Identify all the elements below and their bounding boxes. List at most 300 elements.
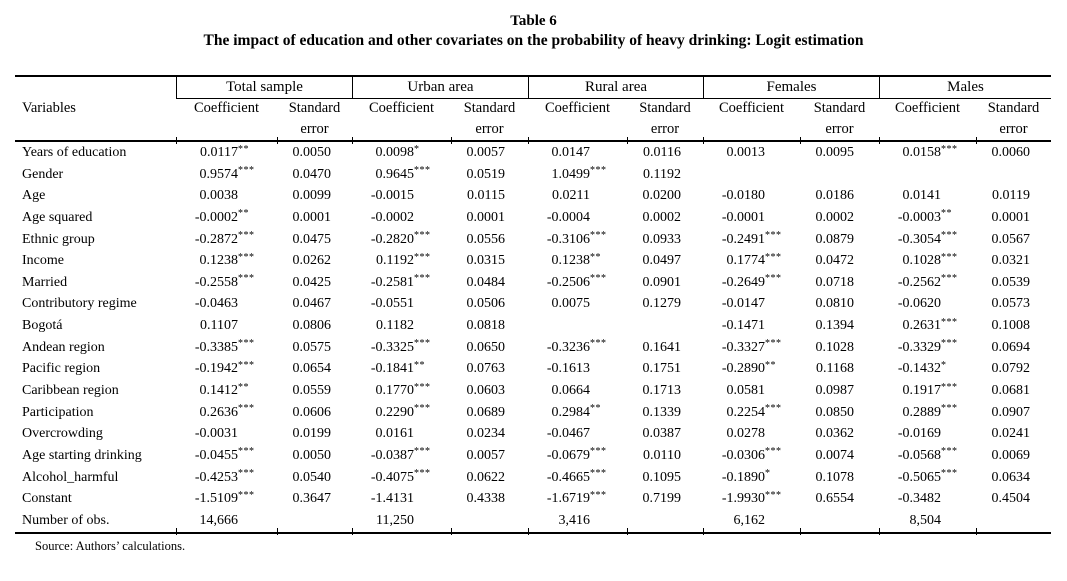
coefficient-value: -1.9930	[721, 491, 765, 507]
spacer	[176, 119, 277, 140]
standard-error-cell	[277, 337, 352, 360]
coefficient-value: 0.1770	[375, 383, 414, 399]
standard-error-cell	[976, 142, 1051, 165]
coefficient-value: 0.1107	[200, 318, 238, 334]
standard-error-value: 0.0907	[991, 404, 1030, 420]
standard-error-cell	[976, 293, 1051, 315]
significance-stars: **	[590, 403, 601, 415]
coefficient-value: -0.2649	[721, 274, 765, 290]
column-boundary-tick	[277, 528, 278, 535]
standard-error-cell	[277, 358, 352, 381]
standard-error-value: 0.0718	[815, 274, 854, 290]
standard-error-value: 0.0472	[815, 253, 854, 269]
coefficient-cell	[352, 207, 451, 230]
coefficient-value: 0.0013	[726, 145, 765, 160]
standard-error-value: 0.0573	[991, 296, 1030, 312]
standard-error-cell	[627, 358, 703, 381]
standard-error-value: 0.0116	[643, 145, 681, 160]
coefficient-value: 0.0581	[726, 383, 765, 399]
coefficient-header-rural-area: Coefficient	[545, 100, 610, 116]
coefficient-header-females: Coefficient	[719, 100, 784, 116]
coefficient-cell	[176, 185, 277, 207]
table-bottom-rule	[15, 532, 1051, 534]
standard-error-cell	[976, 229, 1051, 252]
table-row	[15, 250, 1051, 272]
standard-error-cell	[976, 358, 1051, 381]
standard-error-value: 0.1394	[815, 318, 854, 334]
standard-error-value: 0.1168	[816, 361, 854, 377]
title-block	[0, 0, 1067, 50]
coefficient-cell	[176, 272, 277, 295]
variable-label: Gender	[22, 166, 64, 182]
standard-error-value: 0.1095	[642, 469, 681, 485]
table-row	[15, 467, 1051, 489]
standard-error-cell	[800, 207, 879, 230]
coefficient-value: -0.0620	[897, 296, 941, 312]
source-note: Source: Authors’ calculations.	[35, 538, 186, 553]
coefficient-value: 0.2636	[199, 404, 238, 420]
standard-error-value: 0.1713	[642, 383, 681, 399]
standard-error-value: 0.0850	[815, 404, 854, 420]
coefficient-value: -0.2491	[721, 231, 765, 247]
standard-error-cell	[277, 467, 352, 490]
standard-error-value: 0.0199	[292, 426, 331, 442]
standard-error-value: 0.0763	[466, 361, 505, 377]
standard-error-value: 0.0622	[466, 469, 505, 485]
standard-error-cell	[627, 402, 703, 425]
coefficient-cell	[352, 229, 451, 252]
coefficient-value: -0.1890	[721, 469, 765, 485]
standard-error-cell	[800, 337, 879, 360]
table-row	[15, 358, 1051, 380]
standard-error-value: 0.0262	[292, 253, 331, 269]
significance-stars: ***	[941, 316, 958, 328]
coefficient-value: 0.1917	[902, 383, 941, 399]
coefficient-value: -1.6719	[546, 491, 590, 507]
coefficient-value: -0.3329	[897, 339, 941, 355]
standard-error-value: 0.0241	[991, 426, 1030, 442]
standard-error-cell	[451, 185, 528, 207]
significance-stars: ***	[765, 273, 782, 285]
standard-error-cell	[627, 423, 703, 445]
standard-error-value: 0.0470	[292, 166, 331, 182]
coefficient-value: -0.0003	[897, 209, 941, 225]
standard-error-cell	[451, 402, 528, 425]
standard-error-cell	[800, 402, 879, 425]
standard-error-value: 0.0200	[642, 188, 681, 204]
standard-error-header-total-sample: Standard	[288, 100, 341, 116]
standard-error-value: 0.1279	[642, 296, 681, 312]
coefficient-cell	[352, 337, 451, 360]
coefficient-value: 8,504	[909, 512, 941, 528]
significance-stars: *	[765, 468, 771, 480]
coefficient-value: -0.1942	[194, 361, 238, 377]
standard-error-value: 0.0115	[467, 188, 505, 204]
standard-error-cell	[976, 272, 1051, 295]
coefficient-value: -0.3385	[194, 339, 238, 355]
table-row	[15, 229, 1051, 251]
standard-error-cell	[451, 272, 528, 295]
standard-error-value: 0.0506	[466, 296, 505, 312]
standard-error-value: 0.0362	[815, 426, 854, 442]
variable-label: Caribbean region	[22, 383, 119, 399]
standard-error-cell	[627, 467, 703, 490]
coefficient-cell	[352, 488, 451, 511]
significance-stars: ***	[941, 230, 958, 242]
standard-error-cell	[800, 293, 879, 315]
coefficient-cell	[352, 272, 451, 295]
standard-error-cell	[277, 229, 352, 252]
standard-error-cell	[627, 445, 703, 468]
table-row	[15, 293, 1051, 315]
coefficient-cell	[176, 488, 277, 511]
coefficient-header-urban-area: Coefficient	[369, 100, 434, 116]
coefficient-value: -0.3327	[721, 339, 765, 355]
standard-error-cell	[451, 293, 528, 315]
standard-error-value: 0.0050	[292, 145, 331, 160]
standard-error-cell	[627, 510, 703, 532]
standard-error-value: 0.1339	[642, 404, 681, 420]
standard-error-cell	[277, 207, 352, 230]
standard-error-cell	[800, 315, 879, 338]
column-boundary-tick	[627, 137, 628, 144]
variable-label: Number of obs.	[22, 512, 110, 528]
coefficient-value: 6,162	[733, 512, 765, 528]
standard-error-cell	[627, 272, 703, 295]
significance-stars: ***	[590, 489, 607, 501]
coefficient-cell	[352, 142, 451, 165]
column-boundary-tick	[176, 137, 177, 144]
coefficient-value: 0.0278	[726, 426, 765, 442]
standard-error-cell	[277, 164, 352, 187]
significance-stars: ***	[238, 489, 255, 501]
significance-stars: ***	[765, 230, 782, 242]
significance-stars: **	[765, 359, 776, 371]
column-header-variables: Variables	[22, 100, 76, 116]
coefficient-value: -0.5065	[897, 469, 941, 485]
standard-error-header-rural-area: Standard	[639, 100, 691, 116]
standard-error-cell	[627, 380, 703, 403]
standard-error-value: 0.0425	[292, 274, 331, 290]
column-boundary-tick	[879, 137, 880, 144]
coefficient-cell	[176, 402, 277, 425]
table-row	[15, 445, 1051, 467]
subheader-spacer	[15, 119, 176, 140]
coefficient-cell	[352, 510, 451, 532]
coefficient-value: 0.1192	[376, 253, 414, 269]
coefficient-value: 0.0211	[552, 188, 590, 204]
standard-error-cell	[976, 488, 1051, 511]
standard-error-cell	[627, 185, 703, 207]
coefficient-cell	[528, 207, 627, 230]
standard-error-value: 0.0540	[292, 469, 331, 485]
standard-error-value: 0.6554	[815, 491, 854, 507]
table-row	[15, 402, 1051, 424]
table-row	[15, 488, 1051, 510]
standard-error-header-line2-total-sample: error	[300, 121, 329, 137]
table-row	[15, 142, 1051, 164]
standard-error-cell	[451, 423, 528, 445]
coefficient-cell	[352, 185, 451, 207]
coefficient-cell	[528, 142, 627, 165]
significance-stars: **	[414, 359, 425, 371]
variable-label: Years of education	[22, 145, 127, 160]
variable-label: Age squared	[22, 209, 93, 225]
variable-label: Bogotá	[22, 318, 63, 334]
significance-stars: ***	[414, 403, 431, 415]
standard-error-cell	[976, 510, 1051, 532]
coefficient-cell	[703, 185, 800, 207]
spacer	[879, 119, 976, 140]
standard-error-value: 0.0001	[466, 209, 505, 225]
significance-stars: ***	[414, 381, 431, 393]
standard-error-value: 0.0634	[991, 469, 1030, 485]
coefficient-cell	[352, 315, 451, 338]
coefficient-cell	[176, 467, 277, 490]
coefficient-value: 0.0141	[902, 188, 941, 204]
significance-stars: ***	[941, 468, 958, 480]
table-row	[15, 510, 1051, 532]
coefficient-value: 11,250	[376, 512, 414, 528]
significance-stars: ***	[238, 403, 255, 415]
coefficient-value: 0.1238	[551, 253, 590, 269]
standard-error-value: 0.0057	[466, 145, 505, 160]
coefficient-cell	[528, 185, 627, 207]
standard-error-value: 0.0901	[642, 274, 681, 290]
standard-error-value: 0.0818	[466, 318, 505, 334]
group-header-rural-area: Rural area	[528, 77, 703, 99]
coefficient-value: -0.1432	[897, 361, 941, 377]
standard-error-cell	[976, 402, 1051, 425]
coefficient-cell	[703, 164, 800, 187]
coefficient-cell	[528, 293, 627, 315]
standard-error-value: 0.1751	[642, 361, 681, 377]
standard-error-cell	[800, 142, 879, 165]
coefficient-cell	[879, 164, 976, 187]
coefficient-cell	[879, 402, 976, 425]
coefficient-cell	[176, 358, 277, 381]
variable-label: Ethnic group	[22, 231, 95, 247]
standard-error-cell	[627, 142, 703, 165]
coefficient-value: 0.0117	[200, 145, 238, 160]
standard-error-value: 0.0074	[815, 447, 854, 463]
standard-error-cell	[451, 207, 528, 230]
coefficient-value: 1.0499	[551, 166, 590, 182]
subheader-row-2	[15, 119, 1051, 140]
significance-stars: **	[238, 208, 249, 220]
coefficient-value: -0.0004	[546, 209, 590, 225]
standard-error-cell	[451, 337, 528, 360]
coefficient-cell	[528, 315, 627, 338]
significance-stars: ***	[590, 273, 607, 285]
column-boundary-tick	[528, 528, 529, 535]
significance-stars: ***	[238, 230, 255, 242]
standard-error-value: 0.0654	[292, 361, 331, 377]
coefficient-value: -0.1471	[721, 318, 765, 334]
standard-error-cell	[976, 445, 1051, 468]
standard-error-cell	[627, 250, 703, 273]
standard-error-value: 0.0001	[991, 209, 1030, 225]
standard-error-cell	[277, 142, 352, 165]
standard-error-value: 0.0110	[643, 447, 681, 463]
standard-error-value: 0.1641	[642, 339, 681, 355]
coefficient-cell	[176, 380, 277, 403]
coefficient-value: -0.0551	[370, 296, 414, 312]
coefficient-value: -0.0001	[721, 209, 765, 225]
coefficient-value: -0.2506	[546, 274, 590, 290]
coefficient-value: -0.1613	[546, 361, 590, 377]
standard-error-value: 0.0099	[292, 188, 331, 204]
coefficient-value: 0.0038	[199, 188, 238, 204]
column-boundary-tick	[976, 528, 977, 535]
significance-stars: **	[941, 208, 952, 220]
coefficient-value: -0.0031	[194, 426, 238, 442]
variable-label: Alcohol_harmful	[22, 469, 119, 485]
significance-stars: ***	[238, 446, 255, 458]
significance-stars: ***	[414, 338, 431, 350]
standard-error-value: 0.0681	[991, 383, 1030, 399]
coefficient-value: -0.0679	[546, 447, 590, 463]
standard-error-header-urban-area: Standard	[463, 100, 516, 116]
significance-stars: *	[414, 143, 420, 155]
table-row	[15, 423, 1051, 445]
standard-error-value: 0.1008	[991, 318, 1030, 334]
standard-error-cell	[451, 445, 528, 468]
group-header-females: Females	[703, 77, 879, 99]
coefficient-value: -0.2558	[194, 274, 238, 290]
standard-error-header-females: Standard	[813, 100, 866, 116]
standard-error-header-line2-urban-area: error	[475, 121, 504, 137]
coefficient-cell	[528, 467, 627, 490]
standard-error-value: 0.0387	[642, 426, 681, 442]
coefficient-value: -0.0467	[546, 426, 590, 442]
standard-error-cell	[451, 510, 528, 532]
standard-error-cell	[976, 423, 1051, 445]
coefficient-value: -0.3236	[546, 339, 590, 355]
standard-error-value: 0.0806	[292, 318, 331, 334]
coefficient-value: -0.0002	[194, 209, 238, 225]
coefficient-cell	[176, 315, 277, 338]
coefficient-cell	[528, 337, 627, 360]
column-boundary-tick	[800, 137, 801, 144]
table-row	[15, 337, 1051, 359]
significance-stars: ***	[590, 468, 607, 480]
coefficient-value: -0.1841	[370, 361, 414, 377]
column-boundary-tick	[352, 137, 353, 144]
standard-error-value: 0.4504	[991, 491, 1030, 507]
standard-error-value: 0.0484	[466, 274, 505, 290]
standard-error-value: 0.1192	[643, 166, 681, 182]
coefficient-cell	[352, 423, 451, 445]
table-row	[15, 315, 1051, 337]
significance-stars: ***	[238, 359, 255, 371]
coefficient-cell	[176, 423, 277, 445]
variable-label: Married	[22, 274, 68, 290]
coefficient-cell	[528, 402, 627, 425]
standard-error-cell	[800, 488, 879, 511]
standard-error-cell	[277, 293, 352, 315]
significance-stars: ***	[941, 403, 958, 415]
coefficient-value: -0.0387	[370, 447, 414, 463]
significance-stars: ***	[941, 446, 958, 458]
significance-stars: ***	[941, 338, 958, 350]
standard-error-cell	[451, 358, 528, 381]
standard-error-cell	[627, 293, 703, 315]
coefficient-value: -0.0002	[370, 209, 414, 225]
standard-error-value: 0.0467	[292, 296, 331, 312]
coefficient-cell	[352, 380, 451, 403]
standard-error-value: 0.0186	[815, 188, 854, 204]
standard-error-value: 0.0606	[292, 404, 331, 420]
significance-stars: ***	[414, 251, 431, 263]
significance-stars: **	[238, 381, 249, 393]
significance-stars: *	[941, 359, 947, 371]
coefficient-cell	[879, 467, 976, 490]
coefficient-value: -0.2581	[370, 274, 414, 290]
coefficient-value: -0.3482	[897, 491, 941, 507]
significance-stars: ***	[765, 489, 782, 501]
significance-stars: ***	[414, 446, 431, 458]
column-boundary-tick	[627, 528, 628, 535]
coefficient-cell	[528, 510, 627, 532]
standard-error-value: 0.1028	[815, 339, 854, 355]
significance-stars: **	[238, 143, 249, 155]
significance-stars: ***	[941, 273, 958, 285]
coefficient-header-total-sample: Coefficient	[194, 100, 259, 116]
standard-error-cell	[277, 402, 352, 425]
significance-stars: ***	[238, 468, 255, 480]
significance-stars: ***	[414, 468, 431, 480]
significance-stars: ***	[238, 338, 255, 350]
coefficient-cell	[703, 510, 800, 532]
standard-error-header-line2-females: error	[825, 121, 854, 137]
variable-label: Constant	[22, 491, 72, 507]
standard-error-value: 0.0095	[815, 145, 854, 160]
standard-error-value: 0.0002	[815, 209, 854, 225]
coefficient-value: 14,666	[199, 512, 238, 528]
coefficient-header-males: Coefficient	[895, 100, 960, 116]
standard-error-value: 0.0879	[815, 231, 854, 247]
significance-stars: ***	[941, 251, 958, 263]
coefficient-cell	[176, 207, 277, 230]
standard-error-cell	[976, 467, 1051, 490]
coefficient-cell	[352, 358, 451, 381]
standard-error-value: 0.0119	[992, 188, 1030, 204]
coefficient-value: -0.0147	[721, 296, 765, 312]
standard-error-cell	[976, 315, 1051, 338]
coefficient-cell	[703, 358, 800, 381]
coefficient-cell	[528, 229, 627, 252]
variable-label: Income	[22, 253, 64, 269]
column-boundary-tick	[176, 528, 177, 535]
coefficient-value: -0.4253	[194, 469, 238, 485]
coefficient-value: 0.1412	[199, 383, 238, 399]
column-boundary-tick	[703, 137, 704, 144]
standard-error-value: 0.0556	[466, 231, 505, 247]
coefficient-cell	[528, 380, 627, 403]
significance-stars: ***	[590, 230, 607, 242]
significance-stars: ***	[765, 403, 782, 415]
table-row	[15, 380, 1051, 402]
standard-error-value: 0.0050	[292, 447, 331, 463]
standard-error-cell	[800, 510, 879, 532]
coefficient-value: -0.2890	[721, 361, 765, 377]
significance-stars: ***	[238, 251, 255, 263]
coefficient-value: -1.4131	[370, 491, 414, 507]
coefficient-cell	[176, 293, 277, 315]
coefficient-value: 0.0147	[551, 145, 590, 160]
coefficient-value: -0.3325	[370, 339, 414, 355]
